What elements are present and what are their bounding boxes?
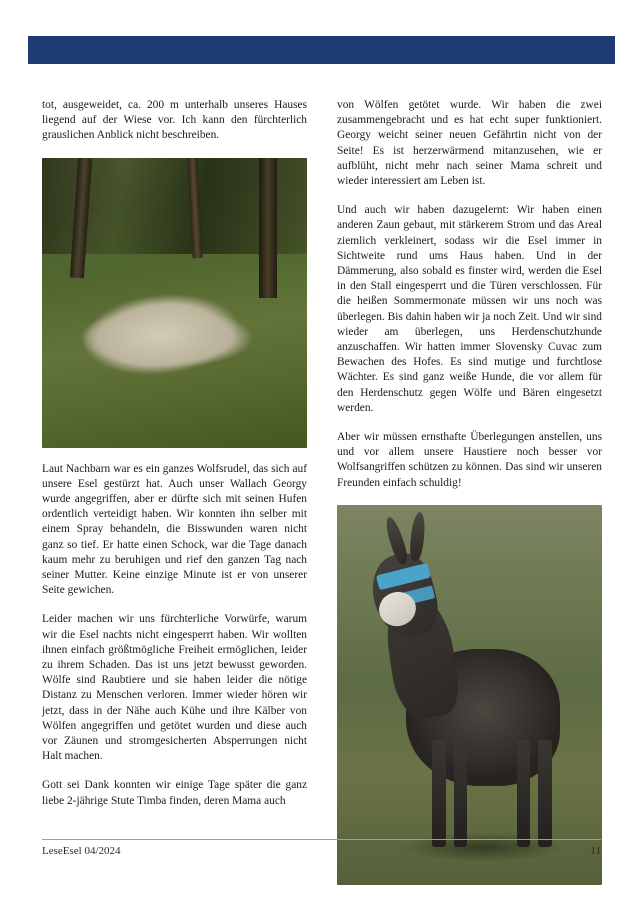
footer-page-number: 11 — [590, 845, 601, 857]
paragraph: von Wölfen getötet wurde. Wir haben die zwei zusammengebracht und es hat echt super funktioniert. Georgy weicht seiner neuen Gefährtin nicht von der Seite! Es ist herzerwärmend mitanzusehen, wie er aufblüht, nicht mehr nach seiner Mama schreit und wieder interessiert am Leben ist. — [337, 99, 602, 188]
photo-living-donkey — [337, 505, 602, 885]
donkey-ear — [409, 512, 427, 563]
header-color-bar — [28, 36, 615, 64]
donkey-leg — [432, 740, 445, 846]
donkey-leg — [538, 740, 551, 846]
paragraph: Aber wir müssen ernsthafte Überlegungen anstellen, uns und vor allem unsere Haustiere noch besser vor Wolfsangriffen schützen zu können. Das sind wir unseren Freunden einfach schuldig! — [337, 431, 602, 489]
left-column — [42, 98, 307, 823]
paragraph: tot, ausgeweidet, ca. 200 m unterhalb unseres Hauses liegend auf der Wiese vor. Ich kann den fürchterlich grauslichen Anblick nicht beschreiben. — [42, 99, 307, 142]
paragraph: Leider machen wir uns fürchterliche Vorwürfe, warum wir die Esel nachts nicht eingesperrt haben. Wir wollten ihnen einfach größtmögliche Freiheit ermöglichen, leider zu ihrem Schaden. Das ist uns jetzt bewusst geworden. Wölfe sind Raubtiere und sie haben leider die nötige Distanz zu Menschen verloren. Immer wieder hören wir jetzt, dass in der Nähe auch Kühe und ihre Kälber von Wölfen angegriffen und getötet wurden und diese auch vor Zäunen und stromgesicherten Absperrungen nicht Halt machen. — [42, 613, 307, 763]
paragraph: Und auch wir haben dazugelernt: Wir haben einen anderen Zaun gebaut, mit stärkerem Strom und das Areal ziemlich verkleinert, sodass wir die Esel immer in Sichtweite rund ums Haus haben. Und in der Dämmerung, also sobald es finster wird, werden die Esel in den Stall eingesperrt und die Türen verschlossen. Für die heißen Sommermonate müssen wir uns noch was überlegen. Bis dahin haben wir ja noch Zeit. Und wir sind wieder am überlegen, uns Herdenschutzhunde anzuschaffen. Wir hatten immer Slovensky Cuvac zum Bewachen des Hofes. Es sind mutige und furchtlose Wächter. Es sind ganz weiße Hunde, die vor allem für den Herdenschutz gegen Wölfe und Bären eingesetzt werden. — [337, 204, 602, 414]
donkey-leg — [517, 740, 530, 846]
donkey-leg — [454, 740, 467, 846]
tree-trunk-icon — [259, 158, 277, 298]
paragraph: Laut Nachbarn war es ein ganzes Wolfsrudel, das sich auf unsere Esel gestürzt hat. Auch unser Wallach Georgy wurde angegriffen, aber er dürfte sich mit seinen Hufen ordentlich verteidigt haben. Wir konnten ihn selber mit einem Spray behandeln, die Bisswunden waren nicht ganz so tief. Er hatte einen Schock, war die Tage danach kaum mehr zu beruhigen und rief den ganzen Tag nach seiner Mutter. Keine einzige Minute ist er von unserer Seite gewichen. — [42, 462, 307, 597]
tree-trunk-icon — [70, 158, 92, 278]
page-footer — [42, 839, 601, 867]
tree-trunk-icon — [188, 158, 203, 258]
photo-dead-donkey — [42, 158, 307, 448]
right-column — [337, 98, 602, 899]
paragraph: Gott sei Dank konnten wir einige Tage später die ganz liebe 2-jährige Stute Timba finden, deren Mama auch — [42, 779, 307, 807]
article-columns — [42, 98, 602, 828]
footer-issue: LeseEsel 04/2024 — [42, 845, 121, 857]
